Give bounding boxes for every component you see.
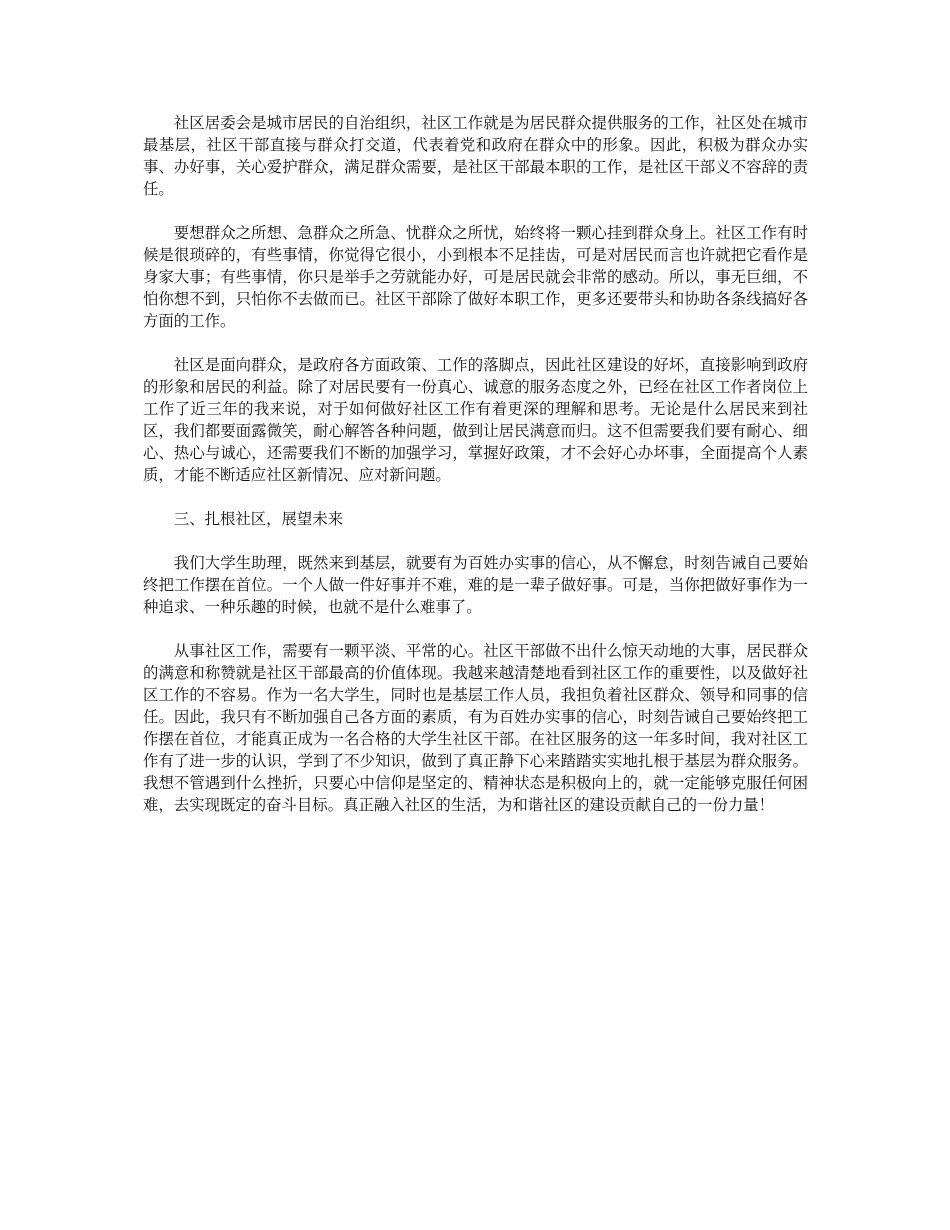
paragraph-5: 从事社区工作，需要有一颗平淡、平常的心。社区干部做不出什么惊天动地的大事，居民群众的满意和称赞就是社区干部最高的价值体现。我越来越清楚地看到社区工作的重要性，以及做好社区工作的不容易。作为一名大学生，同时也是基层工作人员，我担负着社区群众、领导和同事的信任。因此，我只有不断加强自己各方面的素质，有为百姓办实事的信心，时刻告诫自己要始终把工作摆在首位，才能真正成为一名合格的大学生社区干部。在社区服务的这一年多时间，我对社区工作有了进一步的认识，学到了不少知识，做到了真正静下心来踏踏实实地扎根于基层为群众服务。我想不管遇到什么挫折，只要心中信仰是坚定的、精神状态是积极向上的，就一定能够克服任何困难，去实现既定的奋斗目标。真正融入社区的生活，为和谐社区的建设贡献自己的一份力量！	[143, 642, 808, 814]
paragraph-4: 我们大学生助理，既然来到基层，就要有为百姓办实事的信心，从不懈怠，时刻告诫自己要始终把工作摆在首位。一个人做一件好事并不难，难的是一辈子做好事。可是，当你把做好事作为一种追求、一种乐趣的时候，也就不是什么难事了。	[143, 554, 808, 616]
paragraph-2: 要想群众之所想、急群众之所急、忧群众之所忧，始终将一颗心挂到群众身上。社区工作有时候是很琐碎的，有些事情，你觉得它很小，小到根本不足挂齿，可是对居民而言也许就把它看作是身家大事；有些事情，你只是举手之劳就能办好，可是居民就会非常的感动。所以，事无巨细，不怕你想不到，只怕你不去做而已。社区干部除了做好本职工作，更多还要带头和协助各条线搞好各方面的工作。	[143, 224, 808, 330]
section-heading: 三、扎根社区，展望未来	[173, 510, 344, 528]
document-body	[143, 112, 808, 838]
paragraph-1: 社区居委会是城市居民的自治组织，社区工作就是为居民群众提供服务的工作，社区处在城市最基层，社区干部直接与群众打交道，代表着党和政府在群众中的形象。因此，积极为群众办实事、办好事，关心爱护群众，满足群众需要，是社区干部最本职的工作，是社区干部义不容辞的责任。	[143, 114, 808, 198]
paragraph-3: 社区是面向群众，是政府各方面政策、工作的落脚点，因此社区建设的好坏，直接影响到政府的形象和居民的利益。除了对居民要有一份真心、诚意的服务态度之外，已经在社区工作者岗位上工作了近三年的我来说，对于如何做好社区工作有着更深的理解和思考。无论是什么居民来到社区，我们都要面露微笑，耐心解答各种问题，做到让居民满意而归。这不但需要我们要有耐心、细心、热心与诚心，还需要我们不断的加强学习，掌握好政策，才不会好心办坏事，全面提高个人素质，才能不断适应社区新情况、应对新问题。	[143, 356, 808, 484]
